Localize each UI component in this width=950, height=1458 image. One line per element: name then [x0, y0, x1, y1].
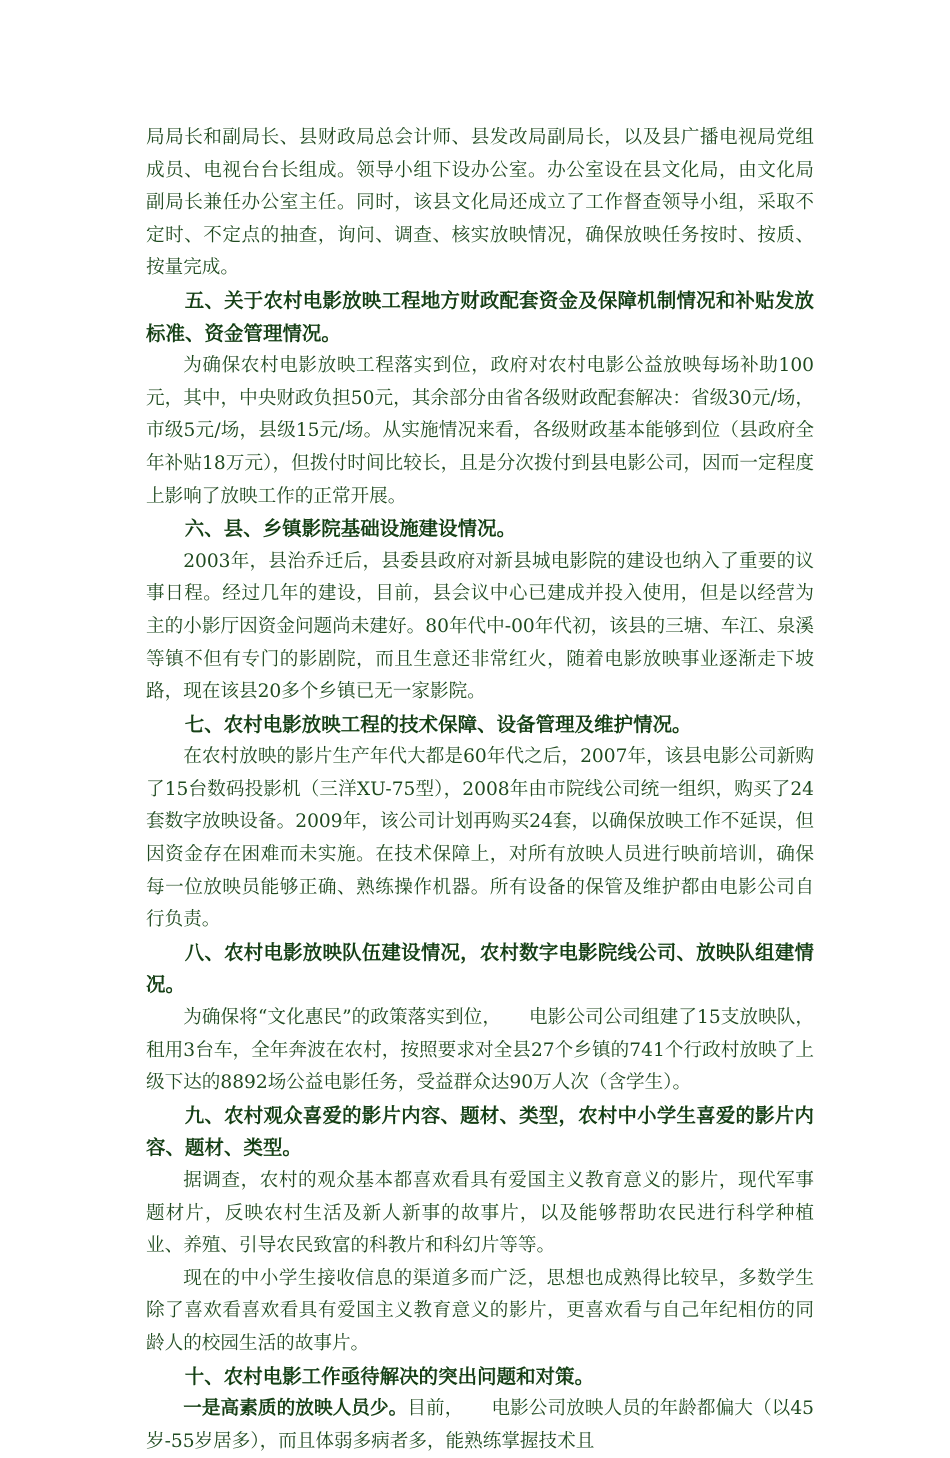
section-heading-10: 十、农村电影工作亟待解决的突出问题和对策。 — [184, 1364, 595, 1388]
paragraph-8: 为确保将“文化惠民”的政策落实到位， 电影公司公司组建了15支放映队，租用3台车，全年奔波在农村，按照要求对全县27个乡镇的741个行政村放映了上级下达的8892场公益电影任务，受益群众达90万人次（含学生）。 — [146, 1007, 814, 1094]
document-body — [146, 122, 814, 1458]
paragraph-10 — [146, 1393, 814, 1458]
section-heading-5: 五、关于农村电影放映工程地方财政配套资金及保障机制情况和补贴发放标准、资金管理情况。 — [146, 288, 814, 345]
section-heading-8: 八、农村电影放映队伍建设情况，农村数字电影院线公司、放映队组建情况。 — [146, 940, 814, 997]
paragraph-7: 在农村放映的影片生产年代大都是60年代之后，2007年，该县电影公司新购了15台数码投影机（三洋XU-75型），2008年由市院线公司统一组织，购买了24套数字放映设备。2009年，该公司计划再购买24套，以确保放映工作不延误，但因资金存在困难而未实施。在技术保障上，对所有放映人员进行映前培训，确保每一位放映员能够正确、熟练操作机器。所有设备的保管及维护都由电影公司自行负责。 — [146, 746, 814, 931]
paragraph-9b: 现在的中小学生接收信息的渠道多而广泛，思想也成熟得比较早，多数学生除了喜欢看喜欢看具有爱国主义教育意义的影片，更喜欢看与自己年纪相仿的同龄人的校园生活的故事片。 — [146, 1267, 814, 1354]
paragraph-10-text: 目前， 电影公司放映人员的年龄都偏大（以45岁-55岁居多），而且体弱多病者多，能熟练掌握技术且 — [146, 1398, 814, 1452]
paragraph-9a: 据调查，农村的观众基本都喜欢看具有爱国主义教育意义的影片，现代军事题材片，反映农村生活及新人新事的故事片，以及能够帮助农民进行科学种植业、养殖、引导农民致富的科教片和科幻片等等。 — [146, 1170, 814, 1257]
section-heading-7: 七、农村电影放映工程的技术保障、设备管理及维护情况。 — [184, 712, 692, 736]
paragraph-5: 为确保农村电影放映工程落实到位，政府对农村电影公益放映每场补助100元，其中，中央财政负担50元，其余部分由省各级财政配套解决：省级30元/场，市级5元/场，县级15元/场。从实施情况来看，各级财政基本能够到位（县政府全年补贴18万元），但拨付时间比较长，且是分次拨付到县电影公司，因而一定程度上影响了放映工作的正常开展。 — [146, 355, 814, 507]
paragraph-6: 2003年，县治乔迁后，县委县政府对新县城电影院的建设也纳入了重要的议事日程。经过几年的建设，目前，县会议中心已建成并投入使用，但是以经营为主的小影厅因资金问题尚未建好。80年代中-00年代初，该县的三塘、车江、泉溪等镇不但有专门的影剧院，而且生意还非常红火，随着电影放映事业逐渐走下坡路，现在该县20多个乡镇已无一家影院。 — [146, 550, 814, 703]
section-heading-9: 九、农村观众喜爱的影片内容、题材、类型，农村中小学生喜爱的影片内容、题材、类型。 — [146, 1103, 814, 1160]
section-heading-6: 六、县、乡镇影院基础设施建设情况。 — [184, 517, 517, 541]
paragraph-intro: 局局长和副局长、县财政局总会计师、县发改局副局长，以及县广播电视局党组成员、电视台台长组成。领导小组下设办公室。办公室设在县文化局，由文化局副局长兼任办公室主任。同时，该县文化局还成立了工作督查领导小组，采取不定时、不定点的抽查，询问、调查、核实放映情况，确保放映任务按时、按质、按量完成。 — [146, 127, 814, 279]
paragraph-10-lead: 一是高素质的放映人员少。 — [183, 1398, 408, 1420]
